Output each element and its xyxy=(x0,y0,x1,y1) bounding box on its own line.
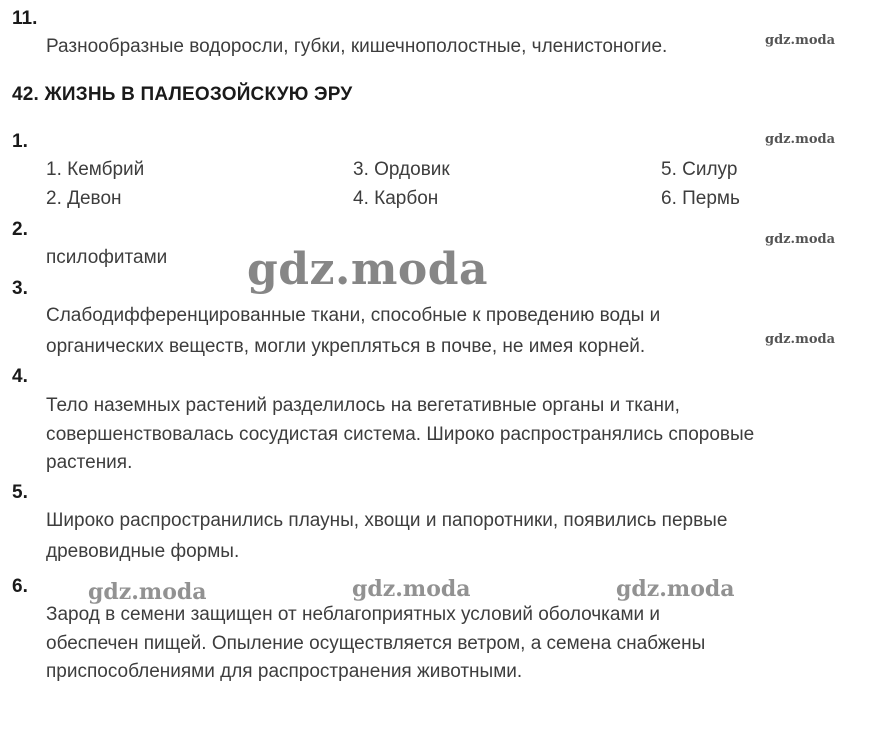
task-6-line: приспособлениями для распространения животными. xyxy=(46,661,523,682)
task-6-line: Зарод в семени защищен от неблагоприятных условий оболочками и xyxy=(46,604,661,625)
task-5-line: Широко распространились плауны, хвощи и папоротники, появились первые xyxy=(46,510,728,531)
period-item: 3. Ордовик xyxy=(353,159,450,180)
watermark: gdz.moda xyxy=(352,576,471,602)
period-item: 5. Силур xyxy=(661,159,738,180)
task-3-line: Слабодифференцированные ткани, способные к проведению воды и xyxy=(46,305,661,326)
task-5-number: 5. xyxy=(12,482,28,503)
period-item: 1. Кембрий xyxy=(46,159,145,180)
task-3-line: органических веществ, могли укрепляться в почве, не имея корней. xyxy=(46,336,646,357)
watermark: gdz.moda xyxy=(616,576,735,602)
watermark: gdz.moda xyxy=(765,232,836,247)
task-4-number: 4. xyxy=(12,366,28,387)
task-4-line: совершенствовалась сосудистая система. Широко распространялись споровые xyxy=(46,424,755,445)
watermark: gdz.moda xyxy=(765,132,836,147)
prev-task-number: 11. xyxy=(12,8,38,29)
task-4-line: растения. xyxy=(46,452,133,473)
task-1-number: 1. xyxy=(12,131,28,152)
task-4-line: Тело наземных растений разделилось на вегетативные органы и ткани, xyxy=(46,395,680,416)
task-2-number: 2. xyxy=(12,219,28,240)
period-item: 6. Пермь xyxy=(661,188,740,209)
watermark: gdz.moda xyxy=(765,332,836,347)
watermark-large: gdz.moda xyxy=(247,244,489,295)
task-5-line: древовидные формы. xyxy=(46,541,240,562)
section-title: 42. ЖИЗНЬ В ПАЛЕОЗОЙСКУЮ ЭРУ xyxy=(12,84,353,105)
task-6-line: обеспечен пищей. Опыление осуществляется ветром, а семена снабжены xyxy=(46,633,706,654)
task-6-number: 6. xyxy=(12,576,28,597)
watermark: gdz.moda xyxy=(88,579,207,605)
prev-task-text: Разнообразные водоросли, губки, кишечнополостные, членистоногие. xyxy=(46,36,668,57)
watermark: gdz.moda xyxy=(765,33,836,48)
period-item: 4. Карбон xyxy=(353,188,439,209)
task-2-text: псилофитами xyxy=(46,247,168,268)
task-3-number: 3. xyxy=(12,278,28,299)
period-item: 2. Девон xyxy=(46,188,122,209)
